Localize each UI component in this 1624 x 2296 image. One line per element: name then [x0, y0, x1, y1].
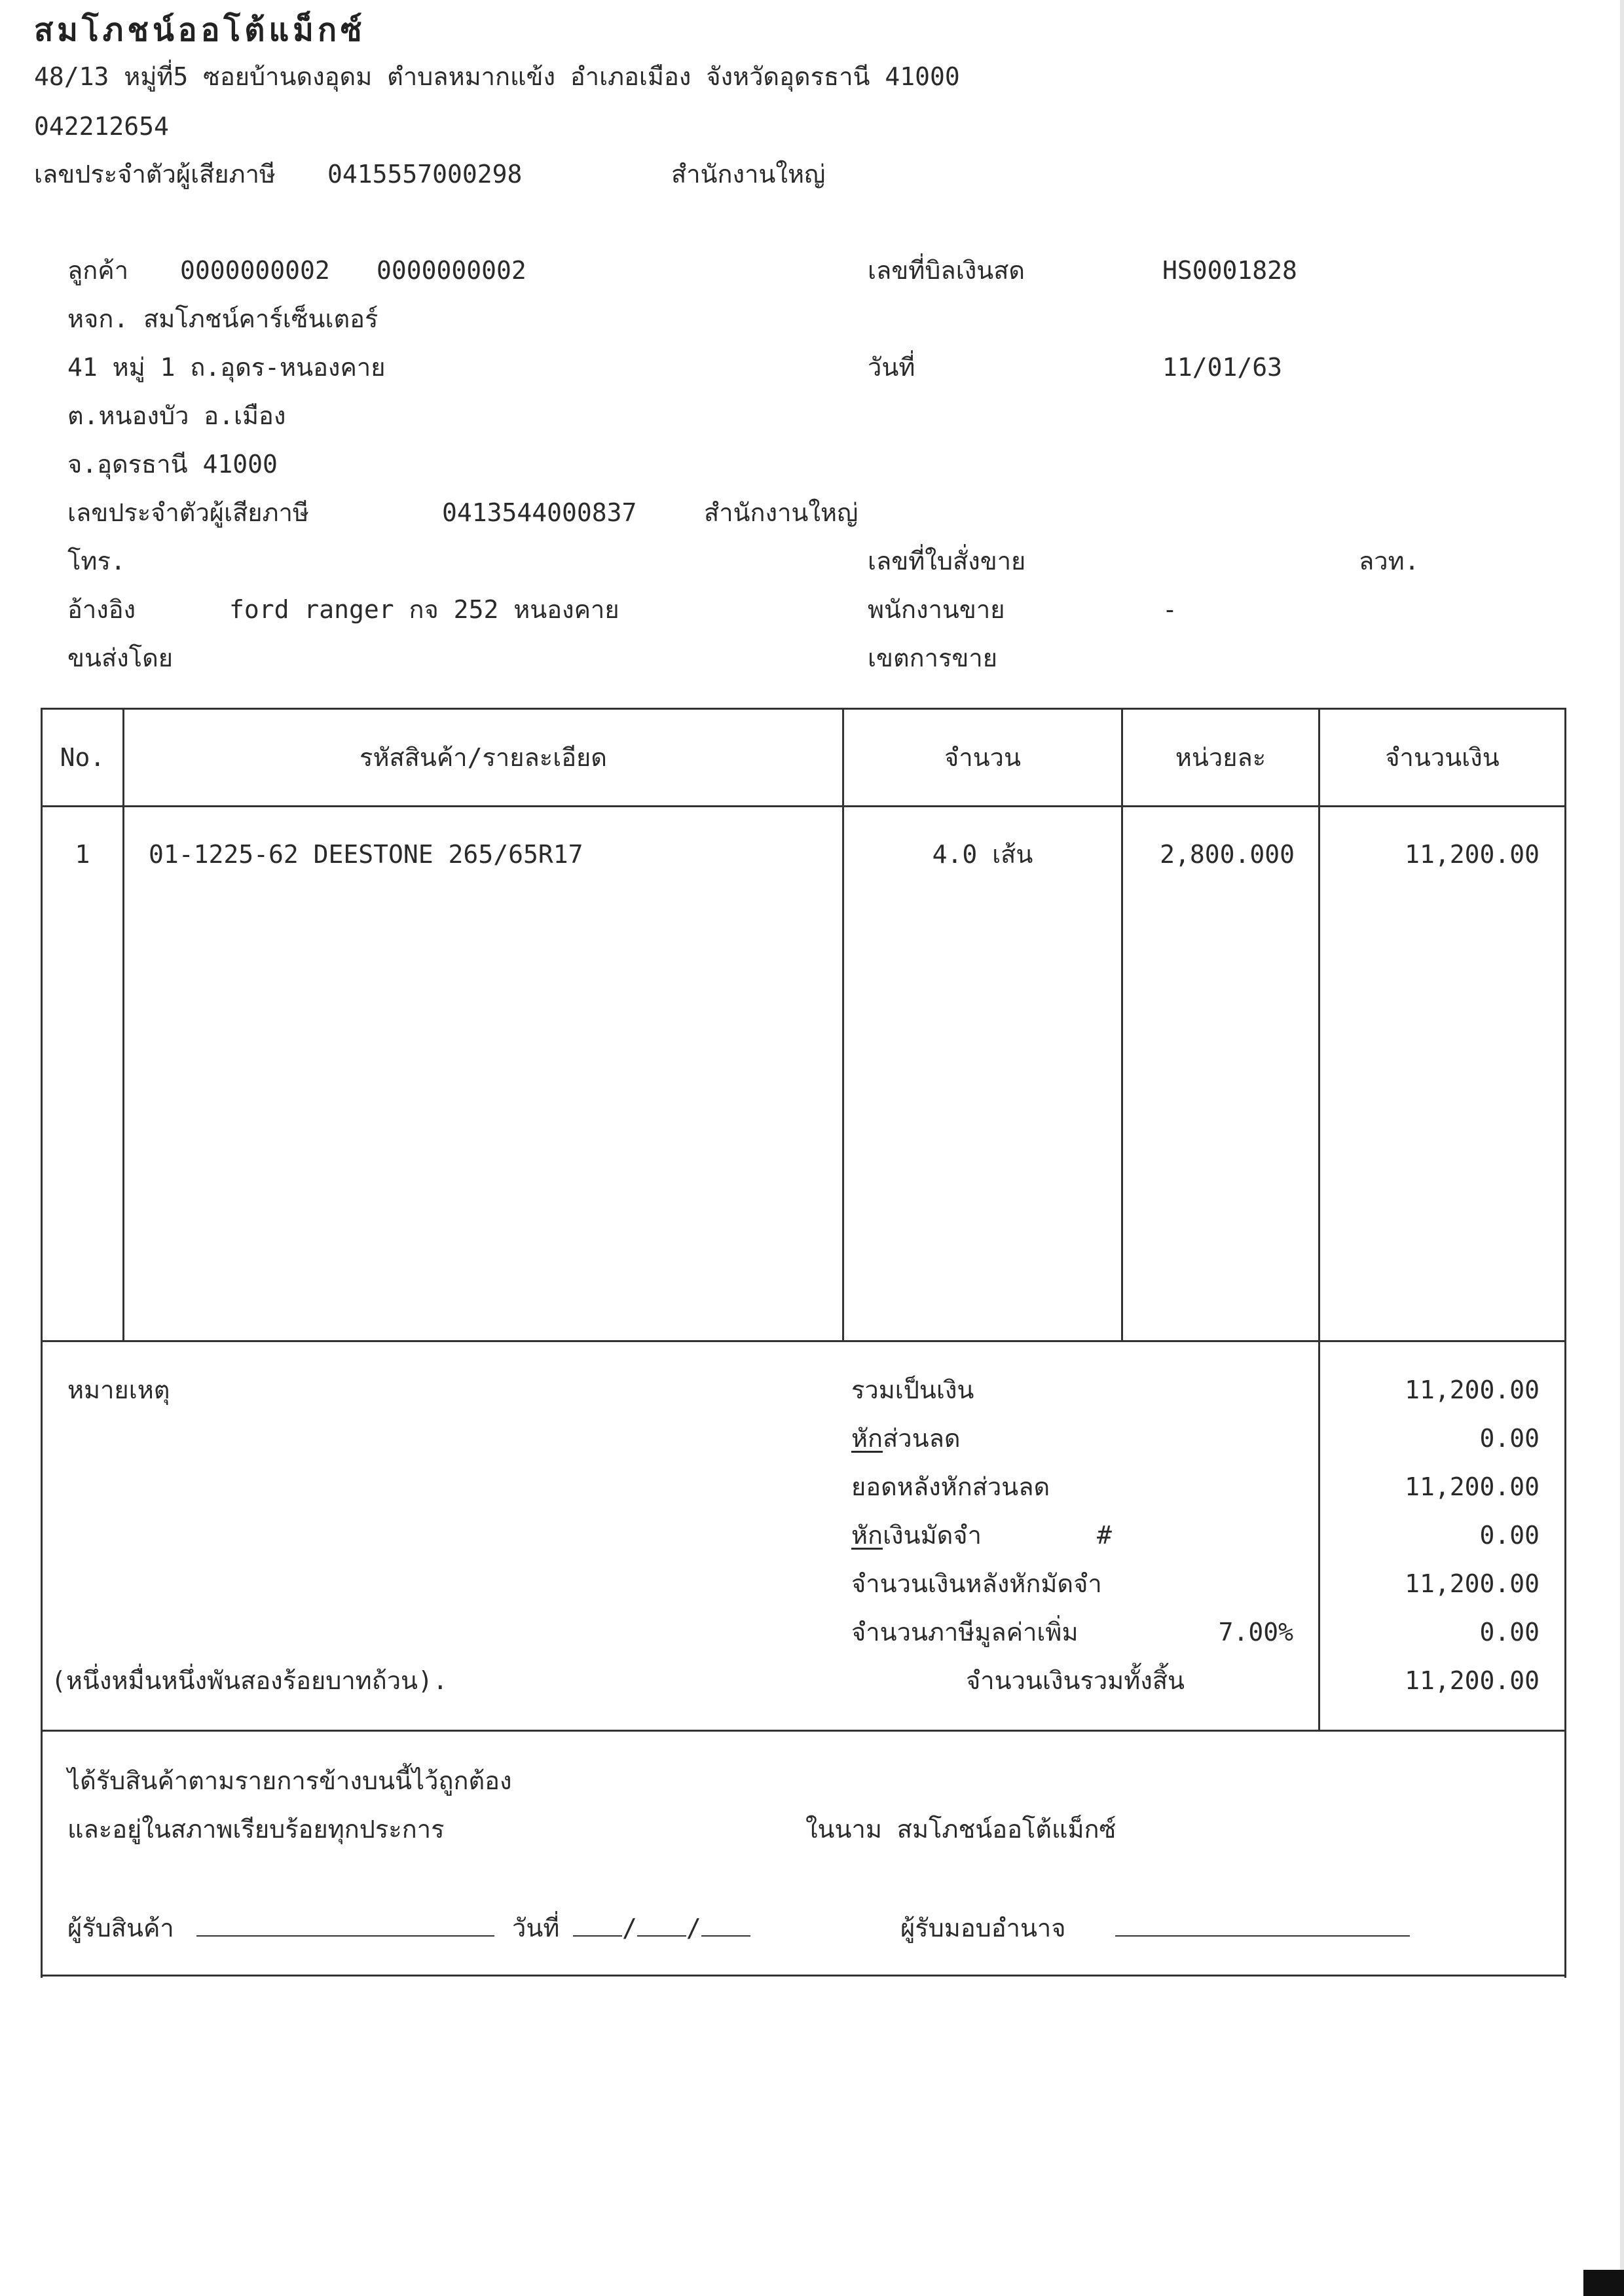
deposit-value: 0.00 — [1479, 1521, 1540, 1550]
on-behalf-of: ในนาม สมโภชน์ออโต้แม็กซ์ — [805, 1815, 1116, 1844]
company-tax-id-label: เลขประจำตัวผู้เสียภาษี — [34, 160, 276, 189]
after-deposit-label: จำนวนเงินหลังหักมัดจำ — [851, 1569, 1102, 1598]
vat-value: 0.00 — [1479, 1618, 1540, 1647]
col-divider-desc — [842, 708, 844, 1341]
row-unit-price: 2,800.000 — [1160, 840, 1295, 869]
date-slash: / — [686, 1914, 701, 1942]
table-left-border — [41, 708, 43, 1978]
authorized-signature-line — [1115, 1916, 1410, 1941]
scan-corner-mark — [1583, 2270, 1624, 2296]
sales-order-value: ลวท. — [1359, 547, 1420, 575]
deposit-label-prefix: หัก — [851, 1521, 883, 1550]
total-label: รวมเป็นเงิน — [851, 1376, 974, 1404]
customer-branch: สำนักงานใหญ่ — [704, 498, 858, 527]
receiver-signature-line — [196, 1916, 494, 1941]
company-tax-id: 0415557000298 — [327, 160, 523, 189]
company-address: 48/13 หมู่ที่5 ซอยบ้านดงอุดม ตำบลหมากแข้ง อำเภอเมือง จังหวัดอุดรธานี 41000 — [34, 62, 960, 91]
date-slash: / — [622, 1914, 637, 1942]
salesperson-label: พนักงานขาย — [868, 595, 1005, 624]
customer-address-1: 41 หมู่ 1 ถ.อุดร-หนองคาย — [67, 353, 386, 382]
summary-bottom-border — [41, 1730, 1566, 1732]
bill-date: 11/01/63 — [1162, 353, 1283, 382]
customer-code-1: 0000000002 — [180, 256, 330, 285]
customer-reference: ford ranger กจ 252 หนองคาย — [229, 595, 619, 624]
company-phone: 042212654 — [34, 112, 169, 141]
after-deposit-value: 11,200.00 — [1405, 1569, 1540, 1598]
total-value: 11,200.00 — [1405, 1376, 1540, 1404]
bill-no-label: เลขที่บิลเงินสด — [868, 256, 1025, 285]
customer-phone-label: โทร. — [67, 547, 126, 575]
deposit-hash: # — [1097, 1521, 1112, 1550]
table-top-border — [41, 708, 1566, 710]
authorized-label: ผู้รับมอบอำนาจ — [900, 1914, 1066, 1942]
col-divider-no — [122, 708, 124, 1341]
grand-total-value: 11,200.00 — [1405, 1666, 1540, 1695]
discount-label-prefix: หัก — [851, 1424, 883, 1453]
receive-date-label: วันที่ — [512, 1914, 560, 1942]
customer-label: ลูกค้า — [67, 256, 129, 285]
vat-rate: 7.00% — [1218, 1618, 1293, 1647]
table-right-border — [1564, 708, 1566, 1978]
col-divider-qty — [1121, 708, 1123, 1341]
customer-name: หจก. สมโภชน์คาร์เซ็นเตอร์ — [67, 304, 378, 333]
discount-label — [851, 1426, 961, 1451]
customer-tax-id: 0413544000837 — [442, 498, 637, 527]
signature-bottom-border — [41, 1975, 1566, 1977]
row-amount: 11,200.00 — [1405, 840, 1540, 869]
shipped-by-label: ขนส่งโดย — [67, 644, 174, 672]
company-branch: สำนักงานใหญ่ — [671, 160, 826, 189]
customer-tax-id-label: เลขประจำตัวผู้เสียภาษี — [67, 498, 309, 527]
header-no: No. — [60, 743, 105, 772]
remarks-label: หมายเหตุ — [67, 1376, 170, 1404]
header-description: รหัสสินค้า/รายละเอียด — [360, 743, 607, 772]
customer-address-2: ต.หนองบัว อ.เมือง — [67, 401, 286, 430]
after-discount-value: 11,200.00 — [1405, 1472, 1540, 1501]
after-discount-label: ยอดหลังหักส่วนลด — [851, 1472, 1050, 1501]
customer-code-2: 0000000002 — [377, 256, 526, 285]
sales-area-label: เขตการขาย — [868, 644, 997, 672]
received-line-1: ได้รับสินค้าตามรายการข้างบนนี้ไว้ถูกต้อง — [67, 1766, 512, 1795]
discount-label-rest: ส่วนลด — [883, 1424, 961, 1453]
header-qty: จำนวน — [944, 743, 1021, 772]
customer-reference-label: อ้างอิง — [67, 595, 136, 624]
sales-order-label: เลขที่ใบสั่งขาย — [868, 547, 1026, 575]
amount-in-words: (หนึ่งหมื่นหนึ่งพันสองร้อยบาทถ้วน). — [51, 1666, 448, 1695]
bill-no: HS0001828 — [1162, 256, 1297, 285]
scan-edge-shadow — [1620, 0, 1624, 2296]
row-qty: 4.0 เส้น — [932, 840, 1033, 869]
bill-date-label: วันที่ — [868, 353, 915, 382]
received-line-2: และอยู่ในสภาพเรียบร้อยทุกประการ — [67, 1815, 445, 1844]
header-unit-price: หน่วยละ — [1175, 743, 1266, 772]
receiver-label: ผู้รับสินค้า — [67, 1914, 174, 1942]
table-header-divider — [41, 805, 1566, 807]
table-bottom-border — [41, 1340, 1566, 1342]
header-amount: จำนวนเงิน — [1385, 743, 1500, 772]
deposit-label-rest: เงินมัดจำ — [883, 1521, 982, 1550]
salesperson: - — [1162, 595, 1177, 624]
discount-value: 0.00 — [1479, 1424, 1540, 1453]
deposit-label — [851, 1523, 982, 1548]
receive-date-blank — [573, 1916, 750, 1941]
grand-total-label: จำนวนเงินรวมทั้งสิ้น — [966, 1666, 1185, 1695]
row-description: 01-1225-62 DEESTONE 265/65R17 — [149, 840, 583, 869]
row-no: 1 — [75, 840, 90, 869]
vat-label: จำนวนภาษีมูลค่าเพิ่ม — [851, 1618, 1079, 1647]
customer-address-3: จ.อุดรธานี 41000 — [67, 450, 278, 479]
company-name: สมโภชน์ออโต้แม็กซ์ — [34, 12, 366, 48]
